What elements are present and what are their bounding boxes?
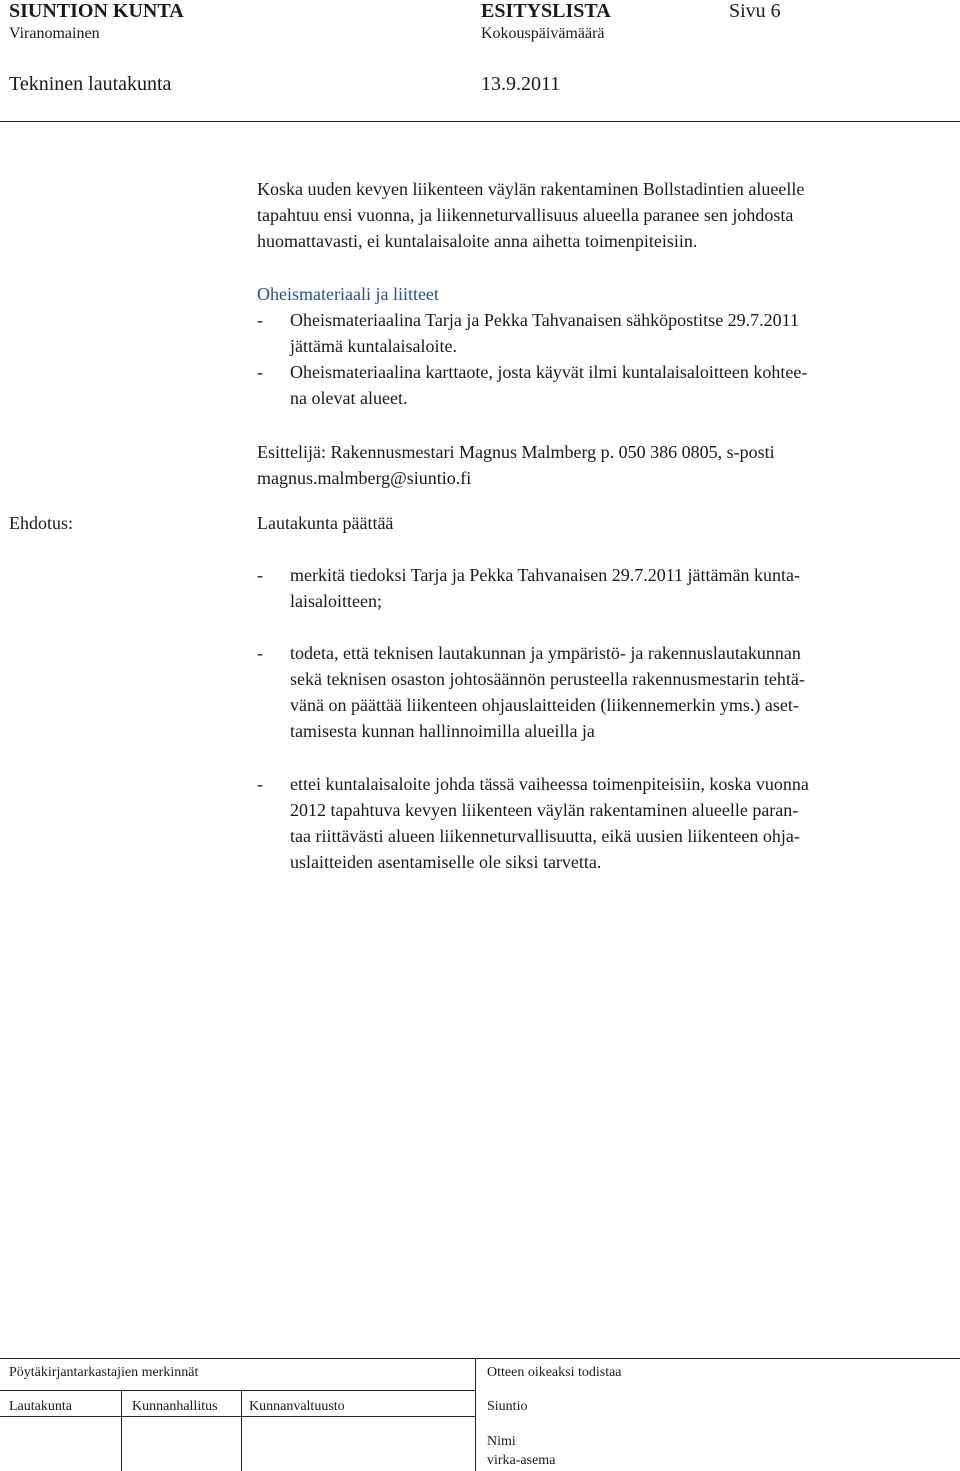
decision-item [257,562,947,614]
decision-line: merkitä tiedoksi Tarja ja Pekka Tahvanaisen 29.7.2011 jättämän kunta- [290,565,801,585]
decision-item [257,771,947,875]
intro-line: Koska uuden kevyen liikenteen väylän rakentaminen Bollstadintien alueelle [257,179,805,199]
presenter-block [257,439,947,491]
footer-col-council: Kunnanvaltuusto [249,1399,345,1414]
inspectors-label: Pöytäkirjantarkastajien merkinnät [9,1365,199,1380]
attachment-line: na olevat alueet. [290,388,408,408]
intro-line: huomattavasti, ei kuntalaisaloite anna aihetta toimenpiteisiin. [257,231,698,251]
footer-column-divider [121,1391,122,1471]
attachment-item [257,307,947,359]
authority-label: Viranomainen [9,25,100,42]
authority-name: Tekninen lautakunta [9,73,172,95]
meeting-date: 13.9.2011 [481,73,561,95]
intro-line: tapahtuu ensi vuonna, ja liikenneturvallisuus alueella paranee sen johdosta [257,205,794,225]
decision-heading: Lautakunta päättää [257,513,394,533]
decision-line: todeta, että teknisen lautakunnan ja ympäristö- ja rakennuslautakunnan [290,643,801,663]
meeting-date-label: Kokouspäivämäärä [481,25,605,42]
footer-position-label: virka-asema [487,1453,556,1468]
presenter-line: Esittelijä: Rakennusmestari Magnus Malmberg p. 050 386 0805, s-posti [257,442,775,462]
footer-rule [0,1416,475,1417]
attachments-heading: Oheismateriaali ja liitteet [257,284,439,304]
footer-name-label: Nimi [487,1434,516,1449]
footer-col-board: Lautakunta [9,1399,72,1414]
municipality-name: SIUNTION KUNTA [9,0,184,22]
decision-line: tamisesta kunnan hallinnoimilla alueilla ja [290,721,595,741]
footer-top-rule [0,1358,960,1359]
decision-line: uslaitteiden asentamiselle ole siksi tarvetta. [290,852,602,872]
list-dash: - [257,362,263,382]
list-dash: - [257,643,263,663]
certified-label: Otteen oikeaksi todistaa [487,1365,622,1380]
decision-line: taa riittävästi alueen liikenneturvallisuutta, eikä uusien liikenteen ohja- [290,826,800,846]
attachment-item [257,359,947,411]
attachment-line: Oheismateriaalina Tarja ja Pekka Tahvanaisen sähköpostitse 29.7.2011 [290,310,800,330]
page-number: Sivu 6 [729,0,781,22]
presenter-email: magnus.malmberg@siuntio.fi [257,468,472,488]
attachment-line: Oheismateriaalina karttaote, josta käyvät ilmi kuntalaisaloitteen kohtee- [290,362,808,382]
decision-line: 2012 tapahtuva kevyen liikenteen väylän rakentaminen alueelle paran- [290,800,799,820]
decision-line: laisaloitteen; [290,591,382,611]
decision-line: vänä on päättää liikenteen ohjauslaitteiden (liikennemerkin yms.) aset- [290,695,799,715]
header-divider [0,121,960,122]
list-dash: - [257,310,263,330]
list-dash: - [257,565,263,585]
footer-center-divider [475,1358,476,1471]
footer-rule [0,1390,475,1391]
proposal-label: Ehdotus: [9,513,74,533]
document-type: ESITYSLISTA [481,0,611,22]
decision-heading-block [257,510,947,536]
decision-line: ettei kuntalaisaloite johda tässä vaiheessa toimenpiteisiin, koska vuonna [290,774,809,794]
attachment-line: jättämä kuntalaisaloite. [290,336,457,356]
list-dash: - [257,774,263,794]
footer-col-executive-board: Kunnanhallitus [132,1399,218,1414]
decision-item [257,640,947,744]
attachments-section [257,281,947,411]
footer-column-divider [241,1391,242,1471]
decision-line: sekä teknisen osaston johtosäännön perusteella rakennusmestarin tehtä- [290,669,805,689]
footer-place: Siuntio [487,1399,528,1414]
intro-paragraph [257,176,947,254]
